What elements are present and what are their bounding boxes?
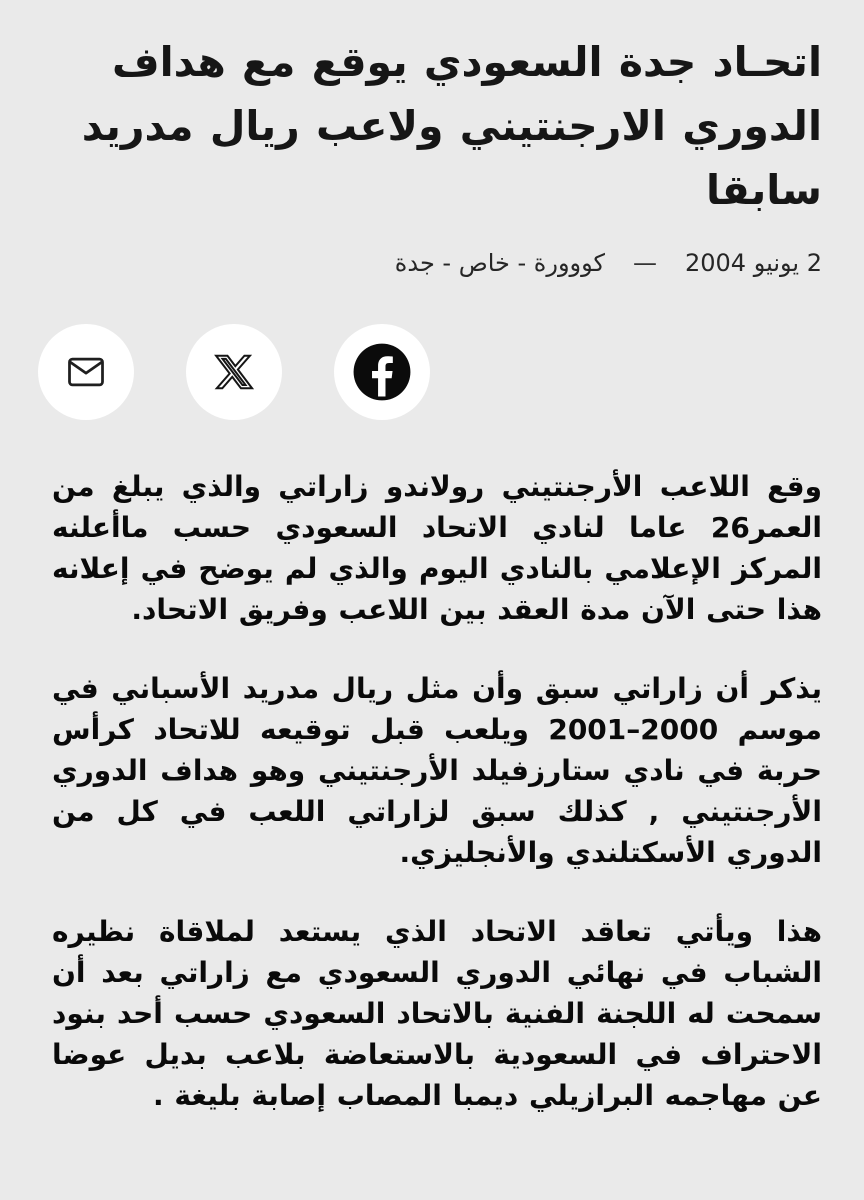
facebook-icon — [351, 341, 413, 403]
source-byline: كووورة - خاص - جدة — [394, 249, 605, 277]
share-buttons-row — [38, 324, 822, 420]
article-title: اتحـاد جدة السعودي يوقع مع هداف الدوري الارجنتيني ولاعب ريال مدريد سابقا — [81, 38, 822, 214]
article-body — [52, 466, 822, 1116]
share-facebook-button[interactable] — [334, 324, 430, 420]
meta-separator: — — [632, 249, 657, 277]
article-paragraph-1: وقع اللاعب الأرجنتيني رولاندو زاراتي والذي يبلغ من العمر26 عاما لنادي الاتحاد السعودي حسب ماأعلنه المركز الإعلامي بالنادي اليوم والذي لم يوضح في إعلانه هذا حتى الآن مدة العقد بين اللاعب وفريق الاتحاد. — [52, 470, 822, 626]
article-paragraph-3: هذا ويأتي تعاقد الاتحاد الذي يستعد لملاقاة نظيره الشباب في نهائي الدوري السعودي مع زاراتي بعد أن سمحت له اللجنة الفنية بالاتحاد السعودي حسب أحد بنود الاحتراف في السعودية بالاستعاضة بلاعب بديل عوضا عن مهاجمه البرازيلي ديمبا المصاب إصابة بليغة . — [52, 915, 822, 1112]
share-email-button[interactable] — [38, 324, 134, 420]
article-paragraph-2: يذكر أن زاراتي سبق وأن مثل ريال مدريد الأسباني في موسم 2000–2001 ويلعب قبل توقيعه للاتحاد كرأس حربة في نادي ستارزفيلد الأرجنتيني وهو هداف الدوري الأرجنتيني , كذلك سبق لزاراتي اللعب في كل من الدوري الأسكتلندي والأنجليزي. — [52, 672, 822, 869]
email-icon — [64, 350, 108, 394]
article-meta — [52, 248, 822, 278]
x-icon — [214, 352, 254, 392]
share-x-button[interactable] — [186, 324, 282, 420]
publish-date: 2 يونيو 2004 — [684, 249, 822, 277]
